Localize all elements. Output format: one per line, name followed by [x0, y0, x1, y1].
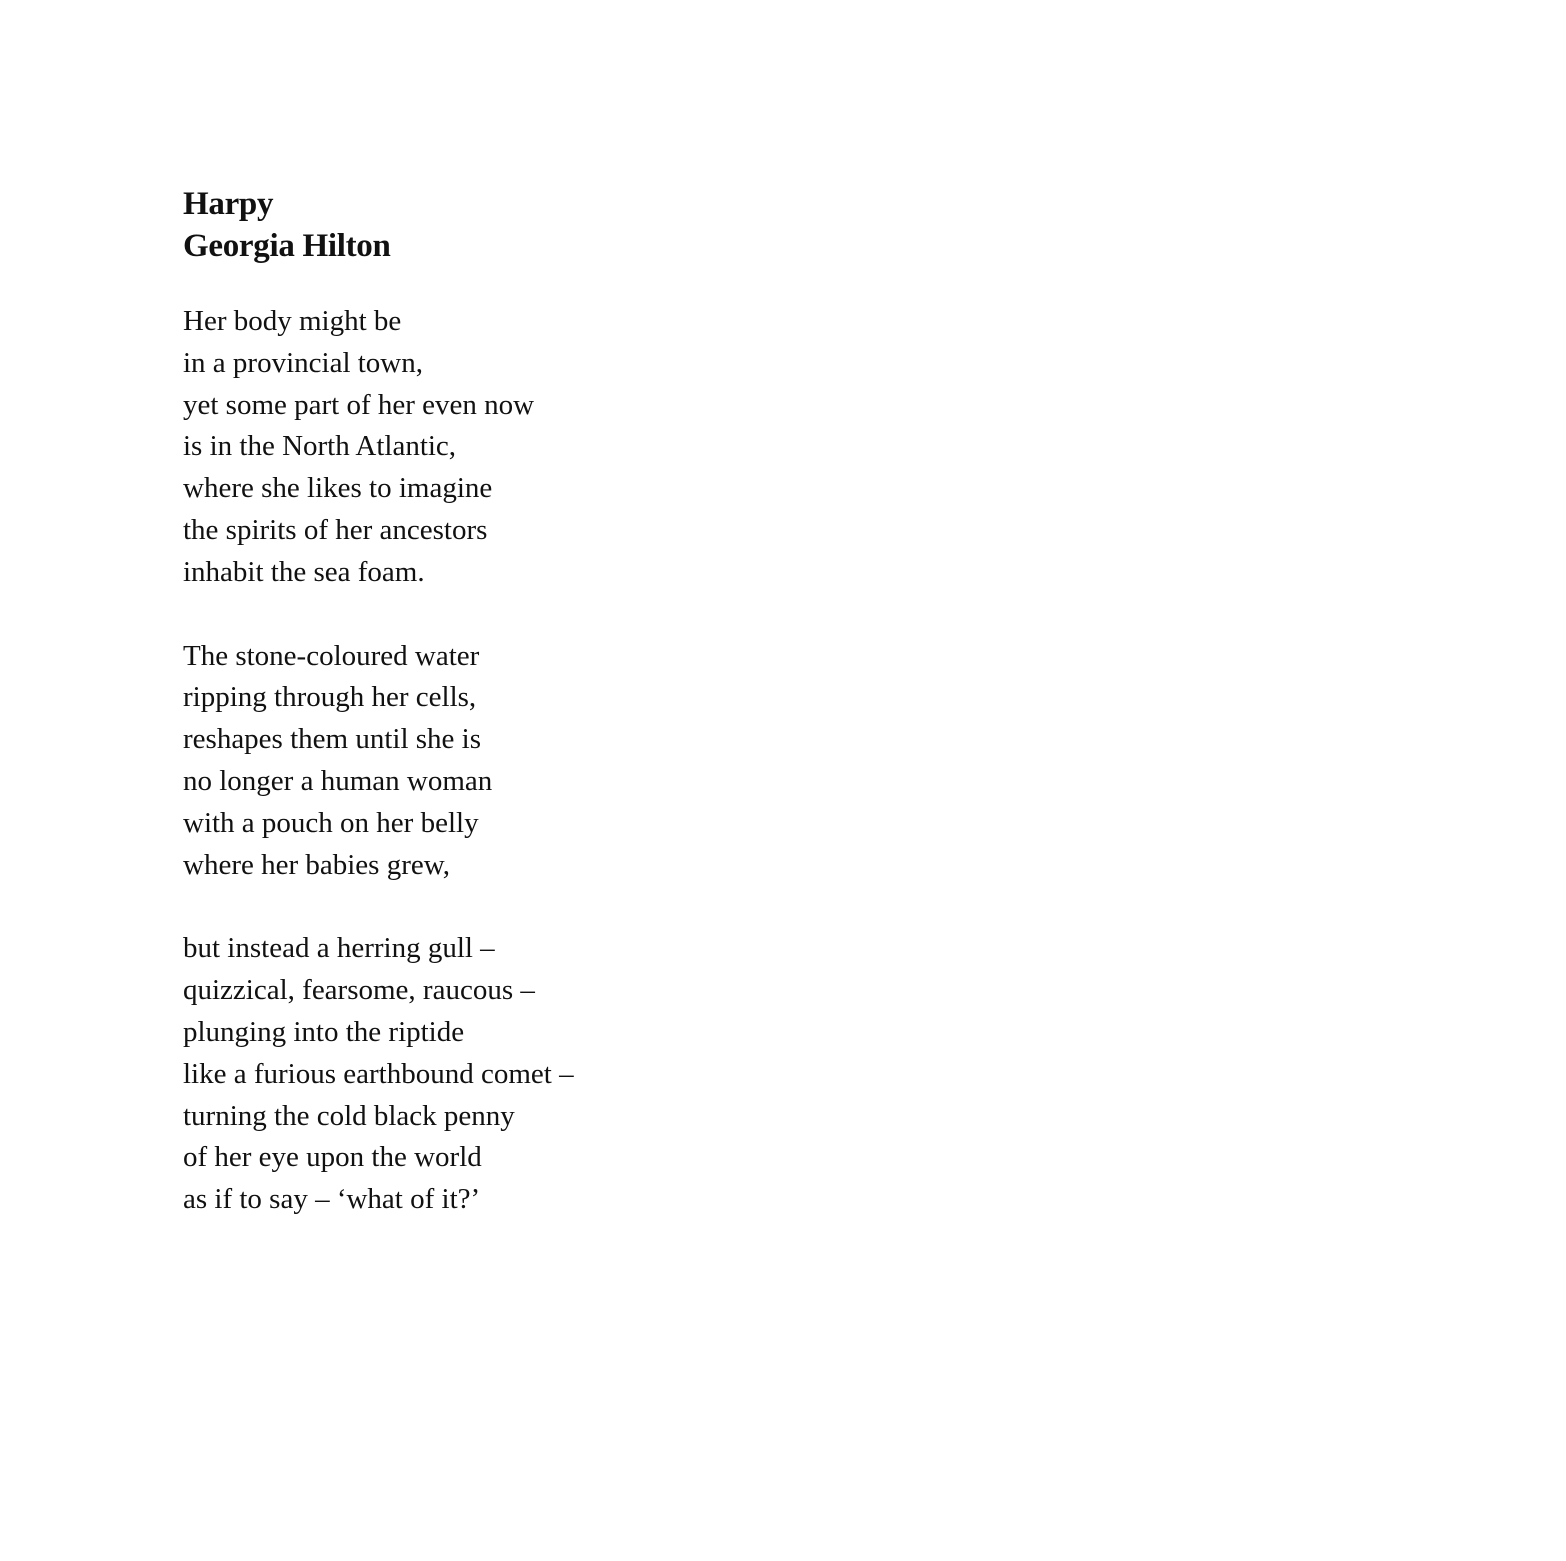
- poem-line: reshapes them until she is: [183, 723, 482, 756]
- poem-line: the spirits of her ancestors: [183, 513, 488, 546]
- poem-line: plunging into the riptide: [183, 1015, 465, 1048]
- poem-title: Harpy: [183, 186, 274, 222]
- stanza-3: [183, 928, 1383, 1221]
- poem-line: yet some part of her even now: [183, 388, 535, 421]
- document-page: [183, 183, 1383, 1263]
- stanza-1: [183, 301, 1383, 594]
- poem-line: The stone-coloured water: [183, 639, 480, 672]
- poem-line: inhabit the sea foam.: [183, 555, 425, 588]
- poem-line: quizzical, fearsome, raucous –: [183, 974, 535, 1007]
- poem-line: as if to say – ‘what of it?’: [183, 1183, 481, 1216]
- poem-line: like a furious earthbound comet –: [183, 1057, 574, 1090]
- poem-line: with a pouch on her belly: [183, 806, 479, 839]
- poem-line: turning the cold black penny: [183, 1099, 515, 1132]
- poem-author: Georgia Hilton: [183, 228, 391, 264]
- poem-line: where her babies grew,: [183, 848, 451, 881]
- poem-line: is in the North Atlantic,: [183, 430, 457, 463]
- poem-line: no longer a human woman: [183, 764, 493, 797]
- poem-line: Her body might be: [183, 305, 402, 337]
- poem-line: in a provincial town,: [183, 346, 424, 379]
- poem-line: where she likes to imagine: [183, 472, 493, 505]
- poem-line: of her eye upon the world: [183, 1141, 482, 1174]
- poem-line: ripping through her cells,: [183, 681, 477, 714]
- stanza-2: [183, 636, 1383, 887]
- poem-heading: [183, 183, 1383, 267]
- poem-body: [183, 301, 1383, 1221]
- poem-line: but instead a herring gull –: [183, 932, 495, 965]
